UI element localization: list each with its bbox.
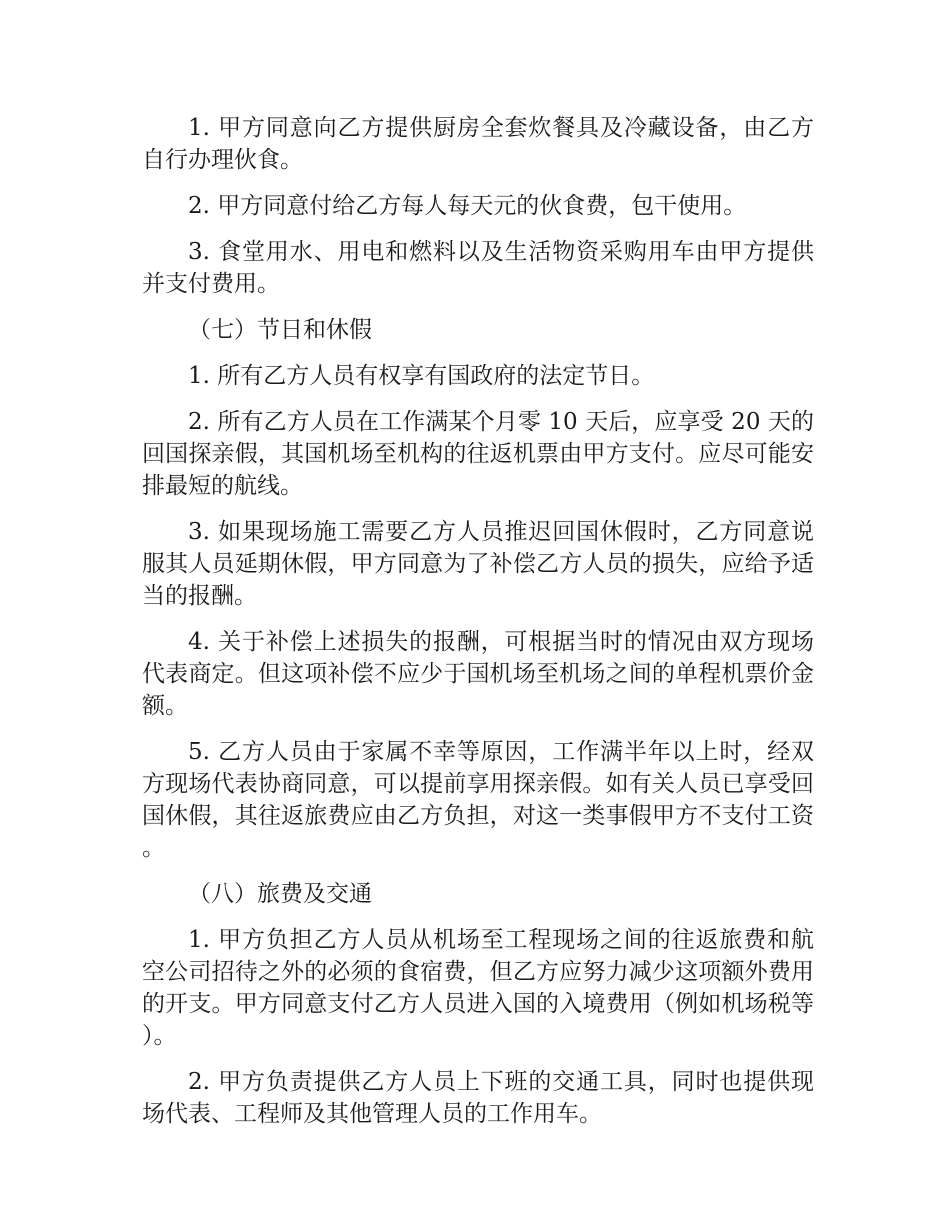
paragraph-9: 1. 甲方负担乙方人员从机场至工程现场之间的往返旅费和航空公司招待之外的必须的食宿费，但乙方应努力减少这项额外费用的开支。甲方同意支付乙方人员进入国的入境费用（例如机场税等）。 bbox=[142, 927, 814, 1049]
paragraph-3: 3. 食堂用水、用电和燃料以及生活物资采购用车由甲方提供并支付费用。 bbox=[142, 239, 814, 297]
paragraph-10: 2. 甲方负责提供乙方人员上下班的交通工具，同时也提供现场代表、工程师及其他管理人员的工作用车。 bbox=[142, 1069, 814, 1127]
section-heading-travel: （八）旅费及交通 bbox=[188, 881, 372, 907]
paragraph-8: 5. 乙方人员由于家属不幸等原因，工作满半年以上时，经双方现场代表协商同意，可以提前享用探亲假。如有关人员已享受回国休假，其往返旅费应由乙方负担，对这一类事假甲方不支付工资。 bbox=[142, 739, 814, 861]
document-page bbox=[142, 112, 814, 1144]
paragraph-2: 2. 甲方同意付给乙方每人每天元的伙食费，包干使用。 bbox=[188, 193, 747, 219]
paragraph-7: 4. 关于补偿上述损失的报酬，可根据当时的情况由双方现场代表商定。但这项补偿不应少于国机场至机场之间的单程机票价金额。 bbox=[142, 629, 814, 719]
paragraph-6: 3. 如果现场施工需要乙方人员推迟回国休假时，乙方同意说服其人员延期休假，甲方同意为了补偿乙方人员的损失，应给予适当的报酬。 bbox=[142, 519, 814, 609]
paragraph-5: 2. 所有乙方人员在工作满某个月零 10 天后，应享受 20 天的回国探亲假，其国机场至机构的往返机票由甲方支付。应尽可能安排最短的航线。 bbox=[142, 409, 814, 499]
paragraph-1: 1. 甲方同意向乙方提供厨房全套炊餐具及冷藏设备，由乙方自行办理伙食。 bbox=[142, 115, 814, 173]
paragraph-4: 1. 所有乙方人员有权享有国政府的法定节日。 bbox=[188, 363, 655, 389]
section-heading-holidays: （七）节日和休假 bbox=[188, 317, 372, 343]
